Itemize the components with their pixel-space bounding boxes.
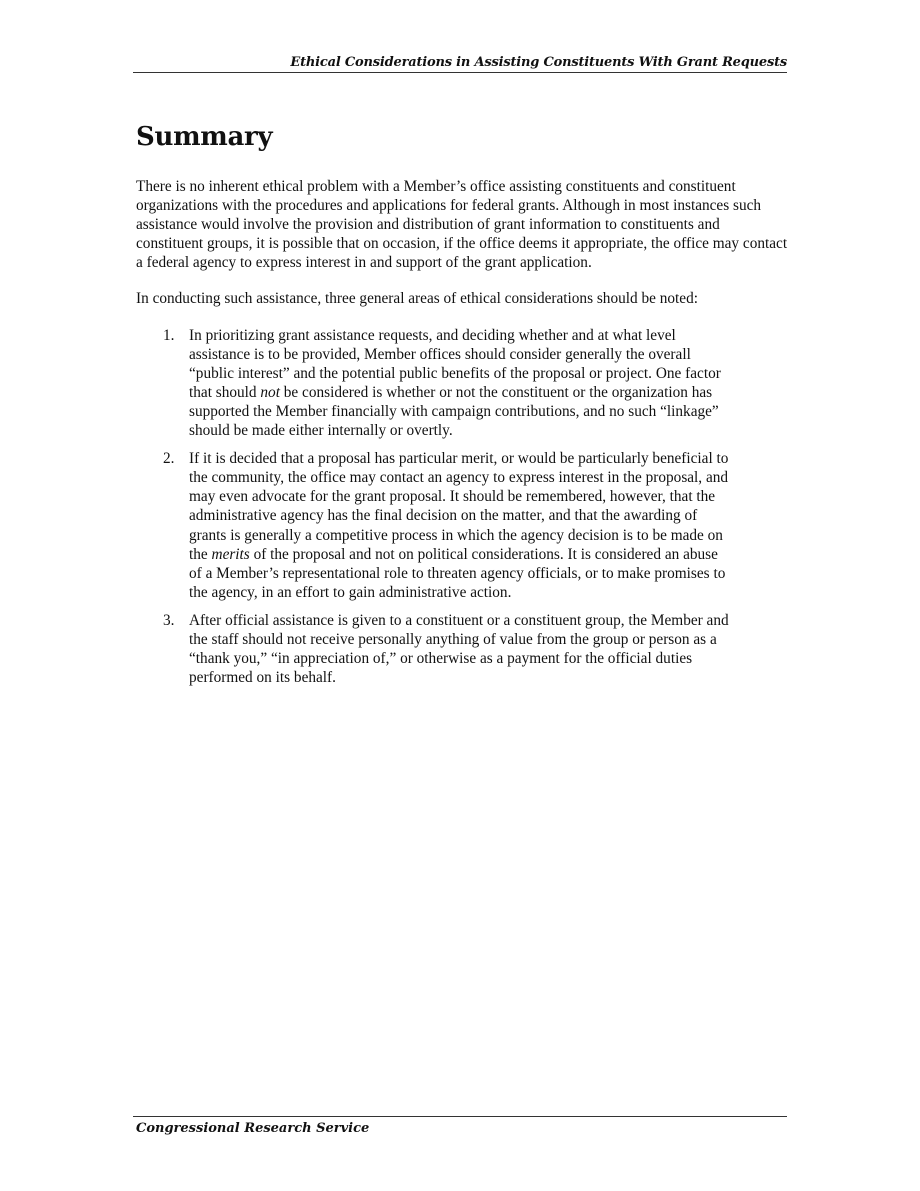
list-item-text: After official assistance is given to a constituent or a constituent group, the Member and the staff should not receive personally anything of value from the group or person as a “thank you,” “in appreciation of,” or otherwise as a payment for the official duties performed on its behalf. <box>189 611 729 687</box>
list-item-text: be considered is whether or not the constituent or the organization has supported the Member financially with campaign contributions, and no such “linkage” should be made either internally or overtly. <box>189 383 719 440</box>
list-item <box>136 449 734 602</box>
list-item-number: 1. <box>163 326 175 344</box>
list-item-text: of the proposal and not on political considerations. It is considered an abuse of a Member’s representational role to threaten agency officials, or to make promises to the agency, in an effort to gain administrative action. <box>189 545 726 601</box>
document-body <box>136 177 788 696</box>
lead-in-paragraph: In conducting such assistance, three general areas of ethical considerations should be noted: <box>136 290 698 308</box>
list-item <box>136 611 734 687</box>
list-item-emphasis: merits <box>211 545 250 563</box>
list-item-number: 2. <box>163 450 175 468</box>
header-divider <box>133 72 787 73</box>
list-item-emphasis: not <box>260 383 280 401</box>
list-item-text: In prioritizing grant assistance requests, and deciding whether and at what level assistance is to be provided, Member offices should consider generally the overall “public interest” and the potential public benefits of the proposal or project. One factor that should <box>189 326 721 401</box>
footer-source: Congressional Research Service <box>136 1121 370 1136</box>
considerations-list <box>136 326 788 688</box>
footer-divider <box>133 1116 787 1117</box>
list-item-number: 3. <box>163 611 175 629</box>
list-item <box>136 326 734 441</box>
running-header: Ethical Considerations in Assisting Constituents With Grant Requests <box>290 55 787 70</box>
intro-paragraph: There is no inherent ethical problem with a Member’s office assisting constituents and constituent organizations with the procedures and applications for federal grants. Although in most instances such assistance would involve the provision and distribution of grant information to constituents and constituent groups, it is possible that on occasion, if the office deems it appropriate, the office may contact a federal agency to express interest in and support of the grant application. <box>136 178 788 272</box>
list-item-text: If it is decided that a proposal has particular merit, or would be particularly beneficial to the community, the office may contact an agency to express interest in the proposal, and may even advocate for the grant proposal. It should be remembered, however, that the administrative agency has the final decision on the matter, and that the awarding of grants is generally a competitive process in which the agency decision is to be made on the <box>189 450 729 563</box>
page-title: Summary <box>136 122 273 152</box>
